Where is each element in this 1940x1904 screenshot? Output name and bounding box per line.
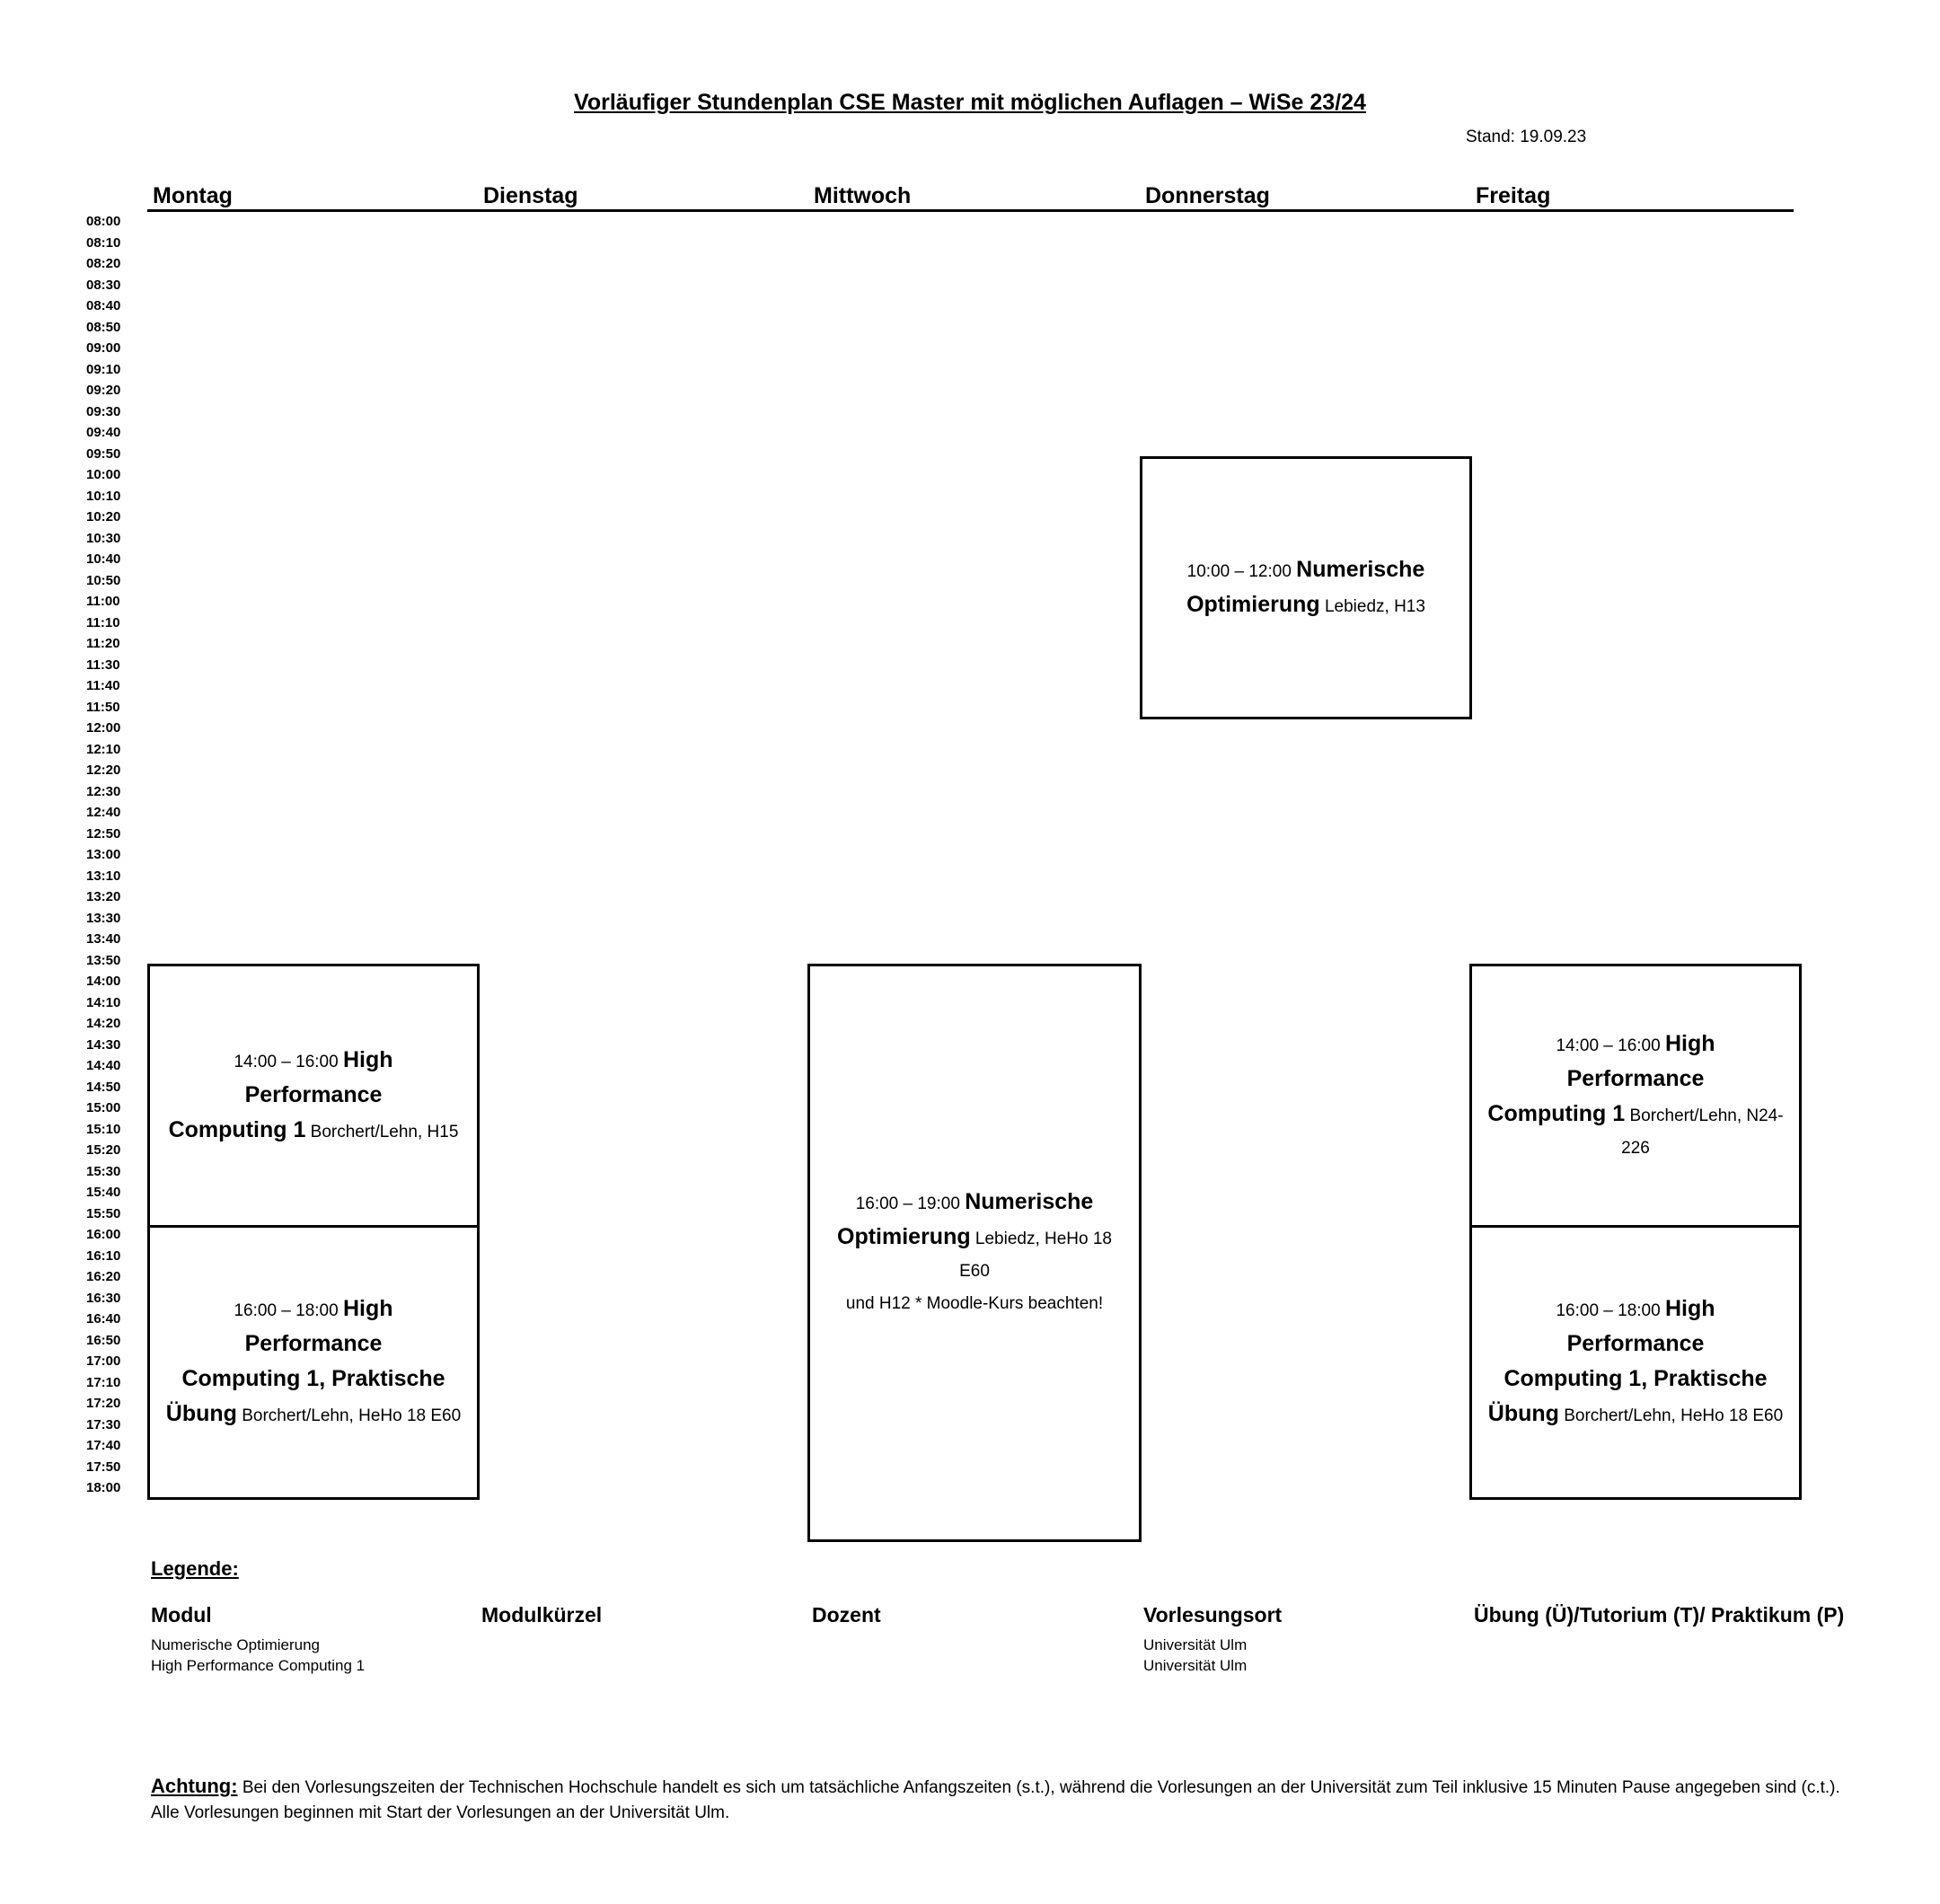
time-label: 08:00 [86, 214, 121, 229]
event-time: 16:00 – 18:00 [1556, 1301, 1661, 1320]
note-line-1: Bei den Vorlesungszeiten der Technischen Hochschule handelt es sich um tatsächliche Anfangszeiten (s.t.), während die Vorlesungen an der Universität zum Teil inklusive 15 Minuten Pause angegeben sind (c.t.). [242, 1778, 1840, 1797]
day-header-mittwoch: Mittwoch [814, 183, 912, 208]
time-label: 17:10 [86, 1374, 121, 1390]
time-label: 15:30 [86, 1163, 121, 1179]
time-label: 16:50 [86, 1332, 121, 1348]
attention-note [151, 1774, 1911, 1826]
event-title: High Performance [1566, 1296, 1715, 1356]
time-label: 13:10 [86, 868, 121, 884]
event-text [823, 1186, 1126, 1320]
time-label: 09:10 [86, 361, 121, 377]
time-label: 13:40 [86, 931, 121, 947]
event-time: 14:00 – 16:00 [1556, 1036, 1661, 1055]
time-label: 12:50 [86, 825, 121, 842]
time-label: 08:20 [86, 256, 121, 271]
note-label: Achtung: [151, 1775, 238, 1797]
time-label: 12:10 [86, 741, 121, 757]
time-label: 08:30 [86, 277, 121, 293]
event-freitag-hpc[interactable] [1469, 964, 1802, 1228]
time-label: 10:50 [86, 572, 121, 588]
header-divider [147, 209, 1794, 212]
time-label: 10:20 [86, 509, 121, 524]
time-label: 13:00 [86, 847, 121, 862]
event-text [1485, 1027, 1786, 1165]
time-label: 13:50 [86, 952, 121, 968]
time-label: 09:00 [86, 340, 121, 356]
event-time: 16:00 – 18:00 [234, 1301, 339, 1320]
event-location: Borchert/Lehn, N24- [1629, 1106, 1784, 1125]
event-title: High Performance [244, 1296, 393, 1356]
legend-col-ort: Vorlesungsort [1143, 1603, 1283, 1626]
event-title-cont: Computing 1, Praktische [1504, 1366, 1768, 1391]
time-label: 15:20 [86, 1142, 121, 1158]
time-label: 10:00 [86, 467, 121, 482]
event-mittwoch-numerische-optimierung[interactable] [807, 964, 1142, 1542]
event-location: Lebiedz, HeHo 18 E60 [959, 1230, 1112, 1281]
legend-col-kuerzel: Modulkürzel [481, 1603, 603, 1626]
time-label: 16:40 [86, 1311, 121, 1327]
legend-row-modul: Numerische Optimierung [151, 1636, 321, 1653]
event-title-cont: Computing 1, Praktische [181, 1366, 445, 1391]
page-title: Vorläufiger Stundenplan CSE Master mit möglichen Auflagen – WiSe 23/24 [574, 90, 1366, 115]
time-label: 09:30 [86, 403, 121, 419]
time-label: 17:20 [86, 1396, 121, 1411]
event-text [163, 1292, 464, 1432]
time-label: 10:30 [86, 530, 121, 546]
day-header-freitag: Freitag [1476, 183, 1551, 208]
time-label: 17:00 [86, 1353, 121, 1369]
event-location-cont: und H12 * Moodle-Kurs beachten! [845, 1294, 1104, 1313]
day-header-montag: Montag [153, 183, 233, 208]
time-label: 08:40 [86, 298, 121, 313]
legend-col-modul: Modul [151, 1603, 212, 1626]
time-label: 14:10 [86, 994, 121, 1010]
time-label: 15:50 [86, 1205, 121, 1221]
event-time: 16:00 – 19:00 [855, 1194, 960, 1213]
day-header-dienstag: Dienstag [483, 183, 578, 208]
time-label: 08:10 [86, 234, 121, 251]
legend-col-dozent: Dozent [812, 1603, 881, 1626]
time-label: 14:50 [86, 1079, 121, 1095]
time-label: 12:20 [86, 762, 121, 778]
time-label: 09:50 [86, 445, 121, 462]
time-label: 13:20 [86, 889, 121, 904]
event-location: Borchert/Lehn, HeHo 18 E60 [242, 1406, 462, 1425]
event-title-cont: Übung [1487, 1401, 1559, 1426]
time-label: 10:40 [86, 551, 121, 567]
event-title: Numerische [965, 1189, 1094, 1214]
event-location: Lebiedz, H13 [1324, 596, 1425, 616]
time-label: 14:40 [86, 1058, 121, 1073]
time-label: 11:00 [86, 594, 120, 609]
event-title-cont: Computing 1 [168, 1116, 306, 1142]
time-label: 12:40 [86, 805, 121, 820]
event-location: Borchert/Lehn, HeHo 18 E60 [1564, 1406, 1784, 1425]
legend-row-modul: High Performance Computing 1 [151, 1657, 366, 1674]
time-label: 13:30 [86, 910, 121, 926]
event-title-cont: Optimierung [1186, 591, 1320, 617]
event-freitag-hpc-uebung[interactable] [1469, 1225, 1802, 1500]
time-label: 17:30 [86, 1416, 121, 1432]
time-label: 11:10 [86, 614, 120, 630]
event-location: Borchert/Lehn, H15 [310, 1122, 459, 1142]
time-label: 11:30 [86, 657, 120, 673]
event-title: Numerische [1296, 556, 1425, 582]
event-text [163, 1044, 464, 1149]
event-title-cont: Übung [165, 1401, 237, 1426]
event-text [1485, 1292, 1786, 1432]
legend-row-ort: Universität Ulm [1143, 1636, 1248, 1653]
stand-date: Stand: 19.09.23 [1466, 128, 1587, 146]
event-text [1186, 553, 1425, 623]
event-title: High Performance [244, 1046, 393, 1107]
time-label: 18:00 [86, 1480, 121, 1495]
time-label: 16:30 [86, 1290, 121, 1306]
time-label: 15:00 [86, 1100, 121, 1115]
legend-title: Legende: [151, 1557, 239, 1580]
event-time: 14:00 – 16:00 [234, 1052, 339, 1071]
time-label: 16:10 [86, 1247, 121, 1264]
time-label: 16:20 [86, 1269, 121, 1284]
time-label: 10:10 [86, 488, 121, 504]
time-label: 16:00 [86, 1227, 121, 1242]
time-label: 17:50 [86, 1459, 121, 1475]
legend-row-ort: Universität Ulm [1143, 1657, 1248, 1674]
time-label: 14:20 [86, 1016, 121, 1031]
time-label: 17:40 [86, 1438, 121, 1453]
note-line-2: Alle Vorlesungen beginnen mit Start der Vorlesungen an der Universität Ulm. [151, 1803, 730, 1822]
event-montag-hpc[interactable] [147, 964, 480, 1228]
time-label: 11:20 [86, 636, 120, 651]
time-label: 14:30 [86, 1036, 121, 1053]
time-label: 11:40 [86, 678, 120, 693]
event-title-cont: Computing 1 [1487, 1100, 1626, 1126]
time-label: 14:00 [86, 974, 121, 989]
event-donnerstag-numerische-optimierung[interactable] [1140, 456, 1472, 719]
legend-col-uebung: Übung (Ü)/Tutorium (T)/ Praktikum (P) [1474, 1603, 1845, 1626]
time-label: 08:50 [86, 319, 121, 335]
time-label: 15:10 [86, 1121, 121, 1137]
time-label: 12:00 [86, 720, 121, 736]
day-header-donnerstag: Donnerstag [1145, 183, 1270, 208]
event-time: 10:00 – 12:00 [1186, 561, 1292, 581]
time-label: 11:50 [86, 699, 120, 715]
event-title: High Performance [1566, 1030, 1715, 1091]
event-title-cont: Optimierung [837, 1224, 971, 1249]
event-montag-hpc-uebung[interactable] [147, 1225, 480, 1500]
event-location-cont: 226 [1621, 1138, 1650, 1158]
time-label: 12:30 [86, 783, 121, 799]
time-label: 15:40 [86, 1185, 121, 1200]
time-label: 09:40 [86, 425, 121, 440]
time-label: 09:20 [86, 383, 121, 398]
